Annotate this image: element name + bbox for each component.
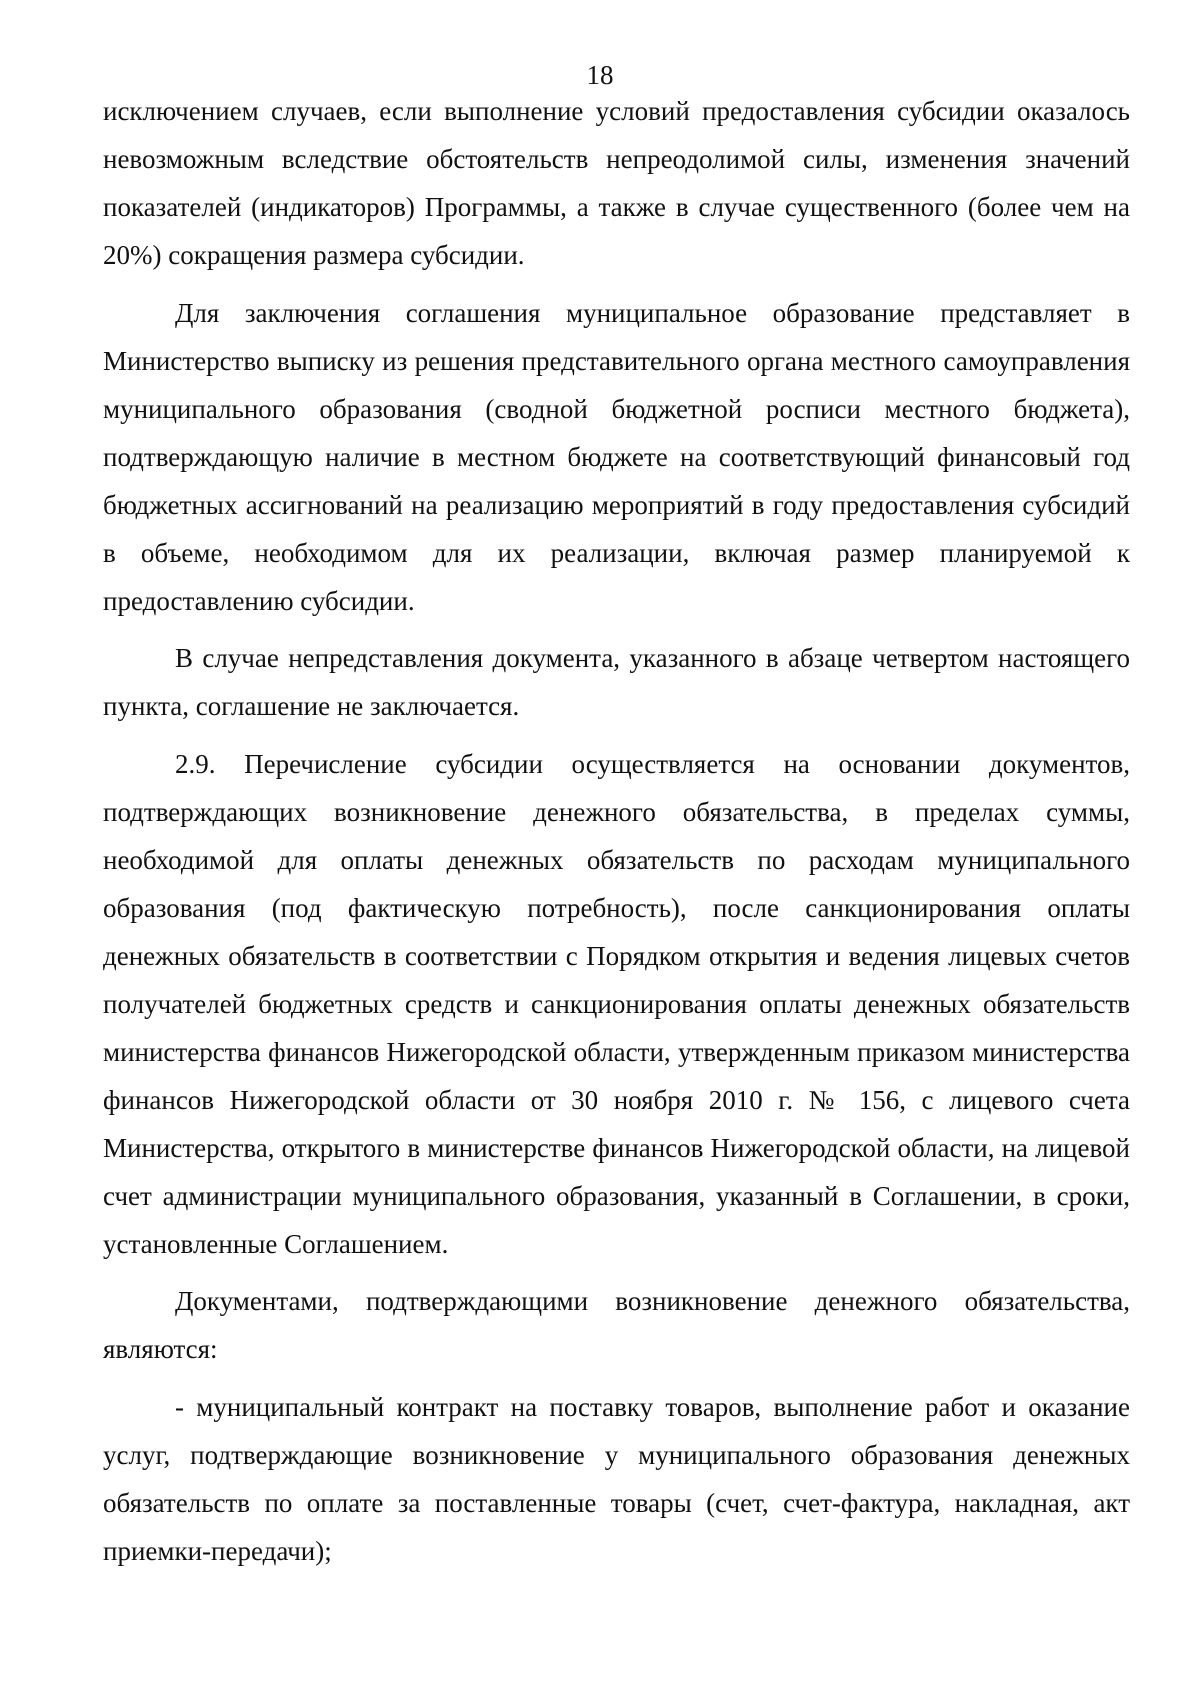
paragraph-continuation: исключением случаев, если выполнение условий предоставления субсидии оказалось невозможным вследствие обстоятельств непреодолимой силы, изменения значений показателей (индикаторов) Программы, а также в случае существенного (более чем на 20%) сокращения размера субсидии. (103, 96, 1130, 270)
paragraph-agreement-conditions: Для заключения соглашения муниципальное образование представляет в Министерство выписку из решения представительного органа местного самоуправления муниципального образования (сводной бюджетной росписи местного бюджета), подтверждающую наличие в местном бюджете на соответствующий финансовый год бюджетных ассигнований на реализацию мероприятий в году предоставления субсидий в объеме, необходимом для их реализации, включая размер планируемой к предоставлению субсидии. (103, 297, 1130, 616)
paragraph-list-item-contract: - муниципальный контракт на поставку товаров, выполнение работ и оказание услуг, подтверждающие возникновение у муниципального образования денежных обязательств по оплате за поставленные товары (счет, счет-фактура, накладная, акт приемки-передачи); (103, 1391, 1130, 1566)
paragraph-non-submission: В случае непредставления документа, указанного в абзаце четвертом настоящего пункта, соглашение не заключается. (103, 643, 1130, 721)
paragraph-clause-2-9: 2.9. Перечисление субсидии осуществляется на основании документов, подтверждающих возникновение денежного обязательства, в пределах суммы, необходимой для оплаты денежных обязательств по расходам муниципального образования (под фактическую потребность), после санкционирования оплаты денежных обязательств в соответствии с Порядком открытия и ведения лицевых счетов получателей бюджетных средств и санкционирования оплаты денежных обязательств министерства финансов Нижегородской области, утвержденным приказом министерства финансов Нижегородской области от 30 ноября 2010 г. № 156, с лицевого счета Министерства, открытого в министерстве финансов Нижегородской области, на лицевой счет администрации муниципального образования, указанный в Соглашении, в сроки, установленные Соглашением. (103, 748, 1130, 1259)
page-number: 18 (586, 60, 614, 90)
paragraph-supporting-documents: Документами, подтверждающими возникновение денежного обязательства, являются: (103, 1286, 1130, 1364)
document-body (103, 87, 1130, 1584)
